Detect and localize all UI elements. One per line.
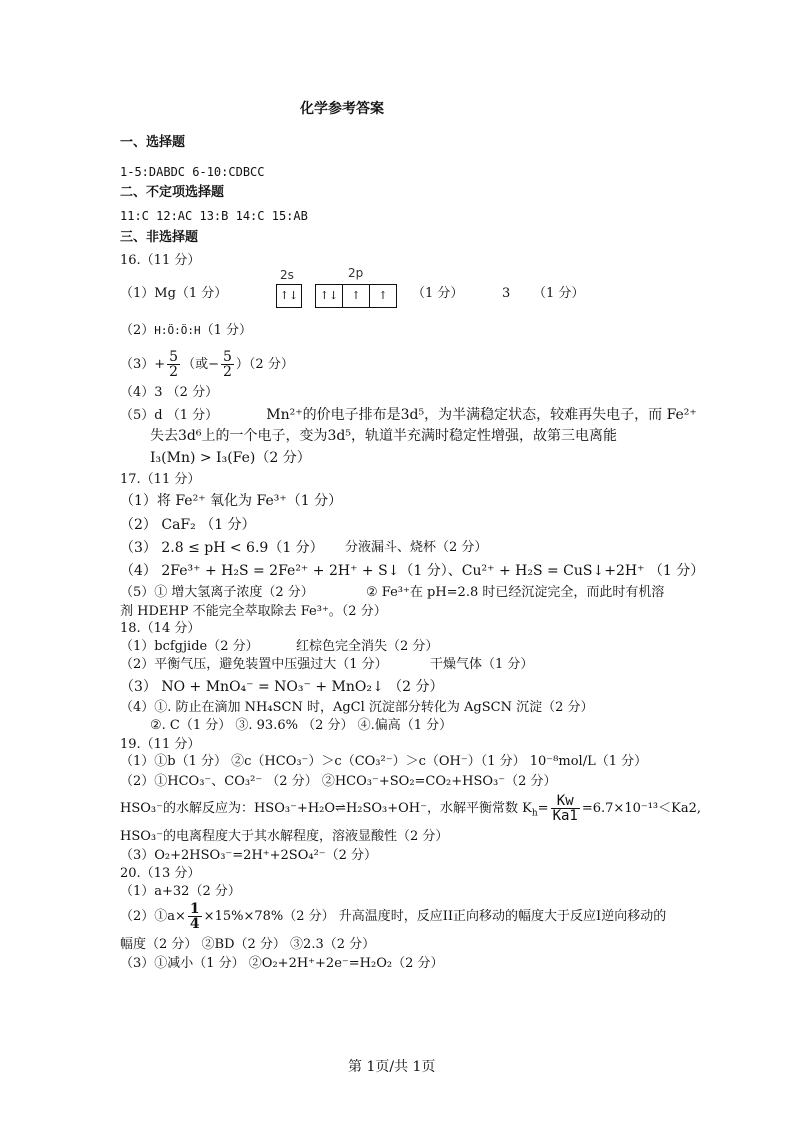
q18-line2-b: 干燥气体（1 分） xyxy=(430,657,534,672)
section1-heading: 一、选择题 xyxy=(120,135,186,150)
q17-line5-c: 剂 HDEHP 不能完全萃取除去 Fe³⁺。（2 分） xyxy=(120,604,387,619)
q18-line1-a: （1）bcfgjide（2 分） xyxy=(120,639,259,654)
q18-line3: （3） NO + MnO₄⁻ = NO₃⁻ + MnO₂↓ （2 分） xyxy=(120,679,444,695)
orbital-cell-single: ↑ xyxy=(378,289,388,302)
q17-header: 17.（11 分） xyxy=(120,472,201,487)
q16-line2-b: （1 分） xyxy=(200,323,253,338)
q17-line1: （1）将 Fe²⁺ 氧化为 Fe³⁺（1 分） xyxy=(120,493,343,509)
q20-line2 xyxy=(120,900,666,934)
q16-line5-b: Mn²⁺的价电子排布是3d⁵，为半满稳定状态，较难再失电子，而 Fe²⁺ xyxy=(266,407,697,423)
q19-line3-a: HSO₃⁻的水解反应为：HSO₃⁻+H₂O⇌H₂SO₃+OH⁻，水解平衡常数 K xyxy=(120,801,532,816)
q19-header: 19.（11 分） xyxy=(120,737,201,752)
fraction-kw-ka1 xyxy=(551,794,580,823)
kh-subscript: h xyxy=(531,808,538,819)
q20-header: 20.（13 分） xyxy=(120,866,201,881)
orbital-2s-box xyxy=(276,284,302,308)
q16-line3 xyxy=(120,348,294,382)
section1-answers: 1-5:DABDC 6-10:CDBCC xyxy=(120,165,265,179)
fraction-five-halves-neg xyxy=(221,350,234,379)
q18-line2-a: （2）平衡气压，避免装置中压强过大（1 分） xyxy=(120,657,388,672)
q17-line5-a: （5）① 增大氢离子浓度（2 分） xyxy=(120,585,314,600)
q18-line4-a: （4）①. 防止在滴加 NH₄SCN 时，AgCl 沉淀部分转化为 AgSCN 沉淀（2 分） xyxy=(120,700,594,715)
q16-line2-a: （2） xyxy=(120,323,155,338)
q16-header: 16.（11 分） xyxy=(120,253,201,268)
q16-line5-a: （5）d （1 分） xyxy=(120,408,219,423)
q16-line4: （4）3 （2 分） xyxy=(120,385,219,400)
q20-line1: （1）a+32（2 分） xyxy=(120,884,241,899)
q17-line5-b: ② Fe³⁺在 pH=2.8 时已经沉淀完全，而此时有机溶 xyxy=(366,585,665,600)
q17-line2: （2） CaF₂ （1 分） xyxy=(120,517,256,533)
page-title: 化学参考答案 xyxy=(300,101,384,117)
orbital-cell-paired: ↑↓ xyxy=(279,289,299,302)
q18-line4-b: ②. C（1 分） ③. 93.6% （2 分） ④.偏高（1 分） xyxy=(150,718,453,733)
page-footer: 第 1页/共 1页 xyxy=(348,1059,436,1075)
q19-line3-eq: = xyxy=(537,801,549,816)
orbital-2p-label: 2p xyxy=(348,266,364,280)
section3-heading: 三、非选择题 xyxy=(120,230,199,245)
q18-header: 18.（14 分） xyxy=(120,621,201,636)
q19-line3 xyxy=(120,792,701,831)
q16-line5-c: 失去3d⁶上的一个电子，变为3d⁵，轨道半充满时稳定性增强，故第三电离能 xyxy=(150,428,617,444)
orbital-2s-label: 2s xyxy=(280,268,294,282)
q19-line5: （3）O₂+2HSO₃⁻=2H⁺+2SO₄²⁻（2 分） xyxy=(120,848,378,863)
q16-line5-d: I₃(Mn) > I₃(Fe)（2 分） xyxy=(150,450,311,466)
q19-line1: （1）①b（1 分） ②c（HCO₃⁻）＞c（CO₃²⁻）＞c（OH⁻）（1 分） 10⁻⁸mol/L（1 分） xyxy=(120,754,648,769)
q16-line1-d: （1 分） xyxy=(533,286,585,301)
q16-line1-a: （1）Mg（1 分） xyxy=(120,286,228,301)
fraction-denominator: 2 xyxy=(169,364,179,380)
q16-line5 xyxy=(120,406,697,425)
orbital-2p-box xyxy=(315,284,397,308)
h2o2-electron-formula: H:Ö:Ö:H xyxy=(154,324,201,337)
q16-line1-b: （1 分） xyxy=(412,286,464,301)
fraction-denominator: Ka1 xyxy=(552,808,578,824)
fraction-one-quarter xyxy=(188,902,202,931)
q19-line4: HSO₃⁻的电离程度大于其水解程度，溶液显酸性（2 分） xyxy=(120,829,449,844)
q17-line4: （4） 2Fe³⁺ + H₂S = 2Fe²⁺ + 2H⁺ + S↓（1 分）、Cu²⁺ + H₂S = CuS↓+2H⁺ （1 分） xyxy=(120,563,705,579)
fraction-numerator: 1 xyxy=(189,901,200,917)
q16-line3-c: ）（2 分） xyxy=(235,357,294,372)
fraction-five-halves xyxy=(167,350,180,379)
q16-line1-c: 3 xyxy=(502,286,511,301)
q20-line4: （3）①减小（1 分） ②O₂+2H⁺+2e⁻=H₂O₂（2 分） xyxy=(120,956,444,971)
q16-line3-b: （或− xyxy=(182,357,219,372)
q20-line3: 幅度（2 分） ②BD（2 分） ③2.3（2 分） xyxy=(120,937,376,952)
q20-line2-b: ×15%×78%（2 分） 升高温度时，反应II正向移动的幅度大于反应I逆向移动的 xyxy=(203,909,667,924)
q16-line2 xyxy=(120,322,252,340)
fraction-numerator: Kw xyxy=(551,794,580,809)
fraction-numerator: 5 xyxy=(223,349,232,365)
fraction-denominator: 2 xyxy=(223,364,232,380)
fraction-denominator: 4 xyxy=(189,916,200,932)
q17-line3-b: 分液漏斗、烧杯（2 分） xyxy=(345,540,488,555)
q20-line2-a: （2）①a× xyxy=(120,909,186,924)
section2-answers: 11:C 12:AC 13:B 14:C 15:AB xyxy=(120,209,308,223)
orbital-cell-paired: ↑↓ xyxy=(316,285,343,307)
q16-line3-a: （3）+ xyxy=(120,357,166,372)
q19-line3-b: =6.7×10⁻¹³＜Ka2, xyxy=(581,801,702,816)
q17-line3-a: （3） 2.8 ≤ pH < 6.9（1 分） xyxy=(120,540,324,556)
fraction-numerator: 5 xyxy=(169,349,179,365)
q18-line1-b: 红棕色完全消失（2 分） xyxy=(296,639,439,654)
q19-line2: （2）①HCO₃⁻、CO₃²⁻ （2 分） ②HCO₃⁻+SO₂=CO₂+HSO₃⁻（2 分） xyxy=(120,774,557,789)
orbital-cell-single: ↑ xyxy=(343,285,370,307)
section2-heading: 二、不定项选择题 xyxy=(120,185,225,200)
